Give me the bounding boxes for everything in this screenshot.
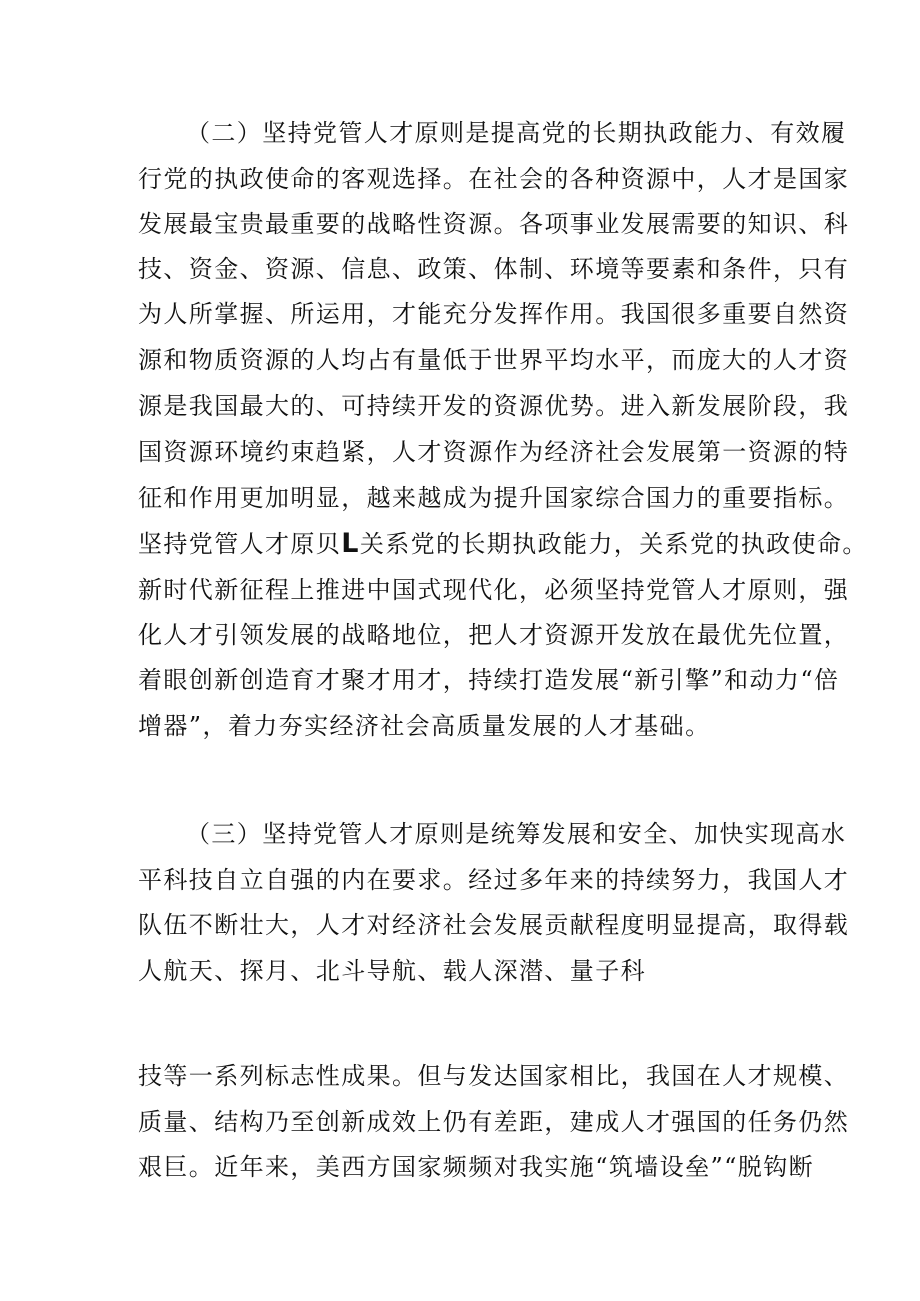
paragraph-2-line-4: 技、资金、资源、信息、政策、体制、环境等要素和条件，只有 xyxy=(138,255,850,283)
paragraph-2-line-9: 征和作用更加明显，越来越成为提升国家综合国力的重要指标。 xyxy=(138,484,850,512)
paragraph-3-line-2: 平科技自立自强的内在要求。经过多年来的持续努力，我国人才 xyxy=(138,866,850,894)
paragraph-2-line-3: 发展最宝贵最重要的战略性资源。各项事业发展需要的知识、科 xyxy=(138,210,850,238)
line-10-after: 关系党的长期执政能力，关系党的执政使命。 xyxy=(359,530,868,558)
paragraph-2-line-11: 新时代新征程上推进中国式现代化，必须坚持党管人才原则，强 xyxy=(138,576,850,604)
paragraph-2-line-13: 着眼创新创造育才聚才用才，持续打造发展“新引擎”和动力“倍 xyxy=(138,666,840,694)
paragraph-3-cont-line-2: 质量、结构乃至创新成效上仍有差距，建成人才强国的任务仍然 xyxy=(138,1108,850,1136)
ocr-artifact-l: L xyxy=(341,528,360,559)
paragraph-2-line-10 xyxy=(138,529,868,559)
paragraph-3-line-1: （三）坚持党管人才原则是统筹发展和安全、加快实现高水 xyxy=(186,820,847,848)
paragraph-2-line-6: 源和物质资源的人均占有量低于世界平均水平，而庞大的人才资 xyxy=(138,346,850,374)
paragraph-2-line-5: 为人所掌握、所运用，才能充分发挥作用。我国很多重要自然资 xyxy=(138,300,850,328)
paragraph-3-cont-line-3: 艰巨。近年来，美西方国家频频对我实施“筑墙设垒”“脱钩断 xyxy=(138,1153,815,1181)
paragraph-3-line-3: 队伍不断壮大，人才对经济社会发展贡献程度明显提高，取得载 xyxy=(138,911,850,939)
paragraph-2-line-2: 行党的执政使命的客观选择。在社会的各种资源中，人才是国家 xyxy=(138,165,850,193)
paragraph-2-line-7: 源是我国最大的、可持续开发的资源优势。进入新发展阶段，我 xyxy=(138,392,850,420)
paragraph-2-line-14: 增器”，着力夯实经济社会高质量发展的人才基础。 xyxy=(138,712,711,740)
paragraph-2-line-1: （二）坚持党管人才原则是提高党的长期执政能力、有效履 xyxy=(186,119,847,147)
paragraph-2-line-12: 化人才引领发展的战略地位，把人才资源开发放在最优先位置， xyxy=(138,621,850,649)
line-10-before: 坚持党管人才原贝 xyxy=(138,530,342,558)
paragraph-2-line-8: 国资源环境约束趋紧，人才资源作为经济社会发展第一资源的特 xyxy=(138,438,850,466)
paragraph-3-cont-line-1: 技等一系列标志性成果。但与发达国家相比，我国在人才规模、 xyxy=(138,1062,850,1090)
paragraph-3-line-4: 人航天、探月、北斗导航、载人深潜、量子科 xyxy=(138,957,646,985)
